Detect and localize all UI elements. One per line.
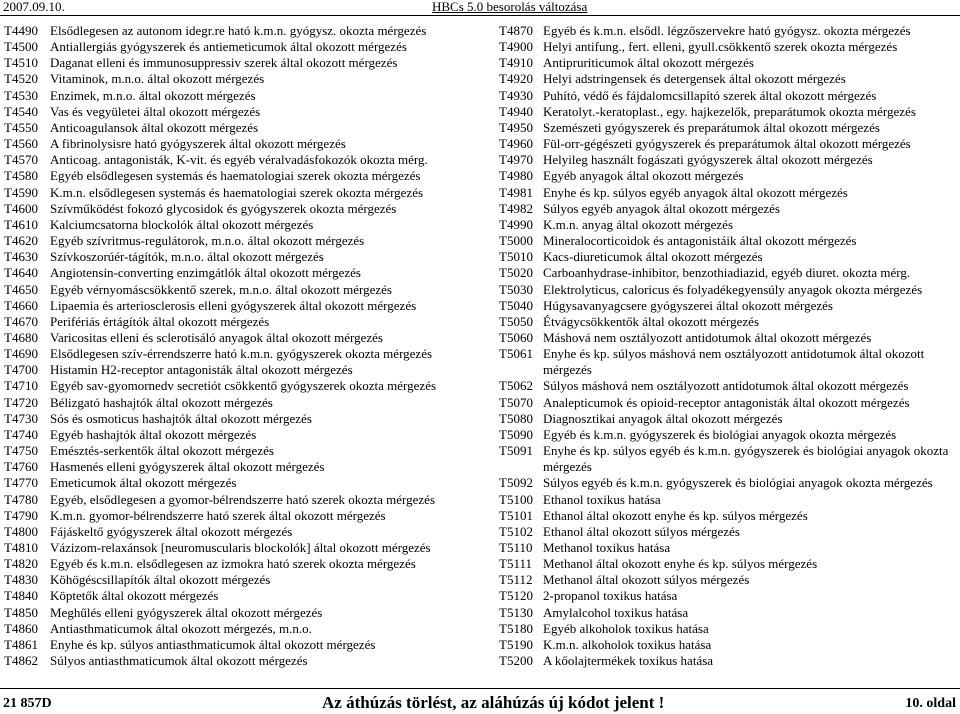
code-row — [499, 637, 957, 653]
code-description: Egyéb és k.m.n. elsődl. légzőszervekre ható gyógysz. okozta mérgezés — [543, 23, 911, 38]
code-description: Helyileg használt fogászati gyógyszerek által okozott mérgezés — [543, 152, 873, 168]
code-value: T4620 — [4, 233, 38, 249]
code-description: Húgysavanyagcsere gyógyszerei által okozott mérgezés — [543, 297, 833, 313]
footer-divider — [0, 688, 960, 689]
code-row — [4, 120, 484, 136]
code-value: T4630 — [4, 249, 38, 265]
code-value: T4982 — [499, 200, 533, 216]
code-description: A fibrinolysisre ható gyógyszerek által okozott mérgezés — [50, 136, 346, 152]
code-description: Szívműködést fokozó glycosidok és gyógyszerek okozta mérgezés — [50, 200, 397, 216]
code-value: T4550 — [4, 119, 38, 135]
code-description: Kacs-diureticumok által okozott mérgezés — [543, 249, 763, 265]
code-description: Analepticumok és opioid-receptor antagonisták által okozott mérgezés — [543, 394, 910, 410]
code-description: Enyhe és kp. súlyos egyéb és k.m.n. gyógyszerek és biológiai anyagok okozta mérgezés — [543, 443, 949, 475]
code-row — [4, 588, 484, 604]
code-description: Fül-orr-gégészeti gyógyszerek és preparátumok által okozott mérgezés — [543, 136, 911, 152]
code-description: Antipruriticumok által okozott mérgezés — [543, 55, 754, 71]
code-row — [499, 556, 957, 572]
code-value: T4750 — [4, 443, 38, 459]
code-description: K.m.n. elsődlegesen systemás és haematologiai szerek okozta mérgezés — [50, 184, 424, 200]
code-value: T4960 — [499, 136, 533, 152]
code-description: Egyéb és k.m.n. gyógyszerek és biológiai anyagok okozta mérgezés — [543, 426, 897, 442]
code-value: T4840 — [4, 588, 38, 604]
header-title: HBCs 5.0 besorolás változása — [432, 0, 588, 14]
code-value: T4970 — [499, 152, 533, 168]
code-row — [4, 298, 484, 314]
code-value: T5090 — [499, 426, 533, 442]
code-value: T5130 — [499, 604, 533, 620]
code-row — [499, 201, 957, 217]
code-description: Mineralocorticoidok és antagonistáik által okozott mérgezés — [543, 233, 857, 249]
code-value: T5100 — [499, 491, 533, 507]
code-value: T5062 — [499, 378, 533, 394]
code-description: Perifériás értágítók által okozott mérgezés — [50, 313, 270, 329]
code-row — [4, 136, 484, 152]
header-divider — [0, 15, 960, 16]
code-value: T4950 — [499, 119, 533, 135]
code-description: K.m.n. anyag által okozott mérgezés — [543, 216, 734, 232]
code-description: Súlyos antiasthmaticumok által okozott mérgezés — [50, 653, 308, 669]
footer-page-number: 10. oldal — [905, 696, 956, 711]
code-description: Elektrolyticus, caloricus és folyadékegyensúly anyagok okozta mérgezés — [543, 281, 923, 297]
code-description: Emésztés-serkentők által okozott mérgezés — [50, 443, 274, 459]
code-row — [4, 524, 484, 540]
code-row — [499, 233, 957, 249]
code-row — [499, 104, 957, 120]
code-description: Egyéb vérnyomáscsökkentő szerek, m.n.o. által okozott mérgezés — [50, 281, 392, 297]
code-description: Egyéb alkoholok toxikus hatása — [543, 620, 709, 636]
code-row — [499, 395, 957, 411]
code-description: Methanol toxikus hatása — [543, 540, 671, 555]
code-value: T5060 — [499, 329, 533, 345]
code-value: T4560 — [4, 136, 38, 152]
code-row — [4, 346, 484, 362]
code-value: T4850 — [4, 604, 38, 620]
code-row — [499, 588, 957, 604]
code-description: Fájáskeltő gyógyszerek által okozott mérgezés — [50, 523, 293, 539]
code-row — [4, 104, 484, 120]
code-description: Egyéb anyagok által okozott mérgezés — [543, 168, 744, 184]
code-row — [4, 71, 484, 87]
code-description: Ethanol által okozott enyhe és kp. súlyos mérgezés — [543, 507, 808, 523]
code-description: K.m.n. gyomor-bélrendszerre ható szerek által okozott mérgezés — [50, 507, 386, 523]
code-description: Histamin H2-receptor antagonisták által okozott mérgezés — [50, 362, 353, 378]
code-row — [4, 265, 484, 281]
code-value: T5061 — [499, 346, 533, 362]
code-description: Egyéb sav-gyomornedv secretiót csökkentő gyógyszerek okozta mérgezés — [50, 378, 437, 394]
code-row — [499, 168, 957, 184]
code-value: T4600 — [4, 200, 38, 216]
code-row — [499, 524, 957, 540]
code-description: Helyi antifung., fert. elleni, gyull.csökkentő szerek okozta mérgezés — [543, 39, 898, 55]
code-value: T4760 — [4, 459, 38, 475]
code-value: T4570 — [4, 152, 38, 168]
code-description: Egyéb, elsődlegesen a gyomor-bélrendszerre ható szerek okozta mérgezés — [50, 491, 435, 507]
code-value: T4540 — [4, 103, 38, 119]
code-value: T4870 — [499, 23, 533, 38]
code-description: Amylalcohol toxikus hatása — [543, 604, 689, 620]
code-value: T4830 — [4, 572, 38, 588]
code-value: T4780 — [4, 491, 38, 507]
code-description: Varicositas elleni és sclerotisáló anyagok által okozott mérgezés — [50, 329, 383, 345]
code-value: T5110 — [499, 540, 533, 555]
code-description: Egyéb szívritmus-regulátorok, m.n.o. által okozott mérgezés — [50, 233, 365, 249]
code-value: T4500 — [4, 39, 38, 55]
code-row — [499, 572, 957, 588]
code-row — [4, 540, 484, 556]
code-value: T4861 — [4, 636, 38, 652]
code-row — [4, 637, 484, 653]
code-description: Meghűlés elleni gyógyszerek által okozott mérgezés — [50, 604, 323, 620]
code-row — [4, 508, 484, 524]
code-value: T4770 — [4, 475, 38, 491]
code-description: Antiasthmaticumok által okozott mérgezés, m.n.o. — [50, 620, 312, 636]
code-value: T5200 — [499, 653, 533, 669]
code-row — [499, 378, 957, 394]
code-description: Súlyos máshová nem osztályozott antidotumok által okozott mérgezés — [543, 378, 909, 394]
code-row — [499, 23, 957, 39]
code-value: T4862 — [4, 653, 38, 669]
code-value: T5050 — [499, 313, 533, 329]
code-description: Anticoagulansok által okozott mérgezés — [50, 119, 259, 135]
code-value: T4650 — [4, 281, 38, 297]
code-value: T5030 — [499, 281, 533, 297]
code-value: T4670 — [4, 313, 38, 329]
code-row — [4, 55, 484, 71]
code-description: Köptetők által okozott mérgezés — [50, 588, 219, 604]
code-value: T4660 — [4, 297, 38, 313]
code-description: Enyhe és kp. súlyos máshová nem osztályozott antidotumok által okozott mérgezés — [543, 346, 925, 378]
code-row — [499, 492, 957, 508]
code-description: Daganat elleni és immunosuppressiv szerek által okozott mérgezés — [50, 55, 398, 71]
code-value: T4640 — [4, 265, 38, 281]
code-description: Antiallergiás gyógyszerek és antiemeticumok által okozott mérgezés — [50, 39, 407, 55]
code-row — [499, 120, 957, 136]
code-value: T4900 — [499, 39, 533, 55]
code-description: Étvágycsökkentők által okozott mérgezés — [543, 313, 759, 329]
code-value: T4610 — [4, 216, 38, 232]
code-row — [499, 605, 957, 621]
code-row — [4, 443, 484, 459]
code-row — [499, 88, 957, 104]
code-value: T4980 — [499, 168, 533, 184]
code-description: Carboanhydrase-inhibitor, benzothiadiazid, egyéb diuret. okozta mérg. — [543, 265, 911, 281]
code-description: Lipaemia és arteriosclerosis elleni gyógyszerek által okozott mérgezés — [50, 297, 417, 313]
code-row — [4, 330, 484, 346]
code-description: Emeticumok által okozott mérgezés — [50, 475, 237, 491]
code-row — [4, 362, 484, 378]
code-row — [499, 136, 957, 152]
code-description: Egyéb hashajtók által okozott mérgezés — [50, 426, 257, 442]
code-value: T4820 — [4, 556, 38, 572]
code-value: T4981 — [499, 184, 533, 200]
code-value: T5092 — [499, 475, 533, 491]
right-column — [499, 23, 957, 669]
code-description: Vas és vegyületei által okozott mérgezés — [50, 103, 261, 119]
code-description: Methanol által okozott súlyos mérgezés — [543, 572, 750, 588]
code-description: Vitaminok, m.n.o. által okozott mérgezés — [50, 71, 265, 87]
code-description: Enyhe és kp. súlyos egyéb anyagok által okozott mérgezés — [543, 184, 848, 200]
code-value: T4810 — [4, 540, 38, 555]
left-column — [4, 23, 484, 669]
code-row — [4, 492, 484, 508]
code-row — [4, 314, 484, 330]
code-description: Szívkoszorúér-tágítók, m.n.o. által okozott mérgezés — [50, 249, 324, 265]
code-description: Sós és osmoticus hashajtók által okozott mérgezés — [50, 410, 312, 426]
code-value: T5080 — [499, 410, 533, 426]
code-row — [499, 55, 957, 71]
code-row — [4, 459, 484, 475]
code-value: T5111 — [499, 556, 532, 572]
code-description: Ethanol által okozott súlyos mérgezés — [543, 523, 740, 539]
code-row — [499, 540, 957, 556]
code-row — [499, 508, 957, 524]
code-value: T5000 — [499, 233, 533, 249]
code-value: T5102 — [499, 523, 533, 539]
code-row — [4, 282, 484, 298]
code-description: Helyi adstringensek és detergensek által okozott mérgezés — [543, 71, 846, 87]
code-row — [4, 185, 484, 201]
code-description: Köhögéscsillapítók által okozott mérgezés — [50, 572, 271, 588]
code-row — [4, 621, 484, 637]
code-row — [499, 185, 957, 201]
code-description: Anticoag. antagonisták, K-vit. és egyéb véralvadásfokozók okozta mérg. — [50, 152, 428, 168]
code-row — [499, 39, 957, 55]
code-value: T5091 — [499, 443, 533, 459]
code-row — [4, 217, 484, 233]
code-row — [4, 572, 484, 588]
code-value: T5040 — [499, 297, 533, 313]
code-value: T4520 — [4, 71, 38, 87]
code-row — [4, 39, 484, 55]
code-row — [499, 249, 957, 265]
code-row — [4, 395, 484, 411]
code-row — [4, 152, 484, 168]
code-value: T4510 — [4, 55, 38, 71]
code-description: Vázizom-relaxánsok [neuromuscularis blockolók] által okozott mérgezés — [50, 540, 431, 555]
code-row — [499, 217, 957, 233]
header-date: 2007.09.10. — [3, 0, 65, 14]
code-value: T5190 — [499, 636, 533, 652]
code-description: Puhító, védő és fájdalomcsillapító szerek által okozott mérgezés — [543, 87, 877, 103]
code-row — [499, 314, 957, 330]
code-value: T5180 — [499, 620, 533, 636]
code-description: Angiotensin-converting enzimgátlók által okozott mérgezés — [50, 265, 361, 281]
code-row — [4, 427, 484, 443]
code-value: T4790 — [4, 507, 38, 523]
code-row — [499, 621, 957, 637]
code-row — [499, 152, 957, 168]
code-description: 2-propanol toxikus hatása — [543, 588, 678, 604]
code-row — [499, 411, 957, 427]
code-value: T4680 — [4, 329, 38, 345]
code-value: T4800 — [4, 523, 38, 539]
code-row — [4, 201, 484, 217]
code-row — [4, 249, 484, 265]
code-value: T4590 — [4, 184, 38, 200]
code-row — [4, 233, 484, 249]
code-description: Súlyos egyéb és k.m.n. gyógyszerek és biológiai anyagok okozta mérgezés — [543, 475, 933, 491]
code-value: T4730 — [4, 410, 38, 426]
code-description: Kalciumcsatorna blockolók által okozott mérgezés — [50, 216, 314, 232]
code-row — [499, 282, 957, 298]
code-value: T4580 — [4, 168, 38, 184]
code-value: T5020 — [499, 265, 533, 281]
code-row — [4, 23, 484, 39]
code-description: A kőolajtermékek toxikus hatása — [543, 653, 714, 669]
code-row — [499, 427, 957, 443]
code-row — [499, 653, 957, 669]
footer-legend: Az áthúzás törlést, az aláhúzás új kódot jelent ! — [322, 693, 665, 712]
code-description: Enzimek, m.n.o. által okozott mérgezés — [50, 87, 256, 103]
code-description: Egyéb és k.m.n. elsődlegesen az izmokra ható szerek okozta mérgezés — [50, 556, 416, 572]
code-value: T4530 — [4, 87, 38, 103]
code-value: T4930 — [499, 87, 533, 103]
code-description: Ethanol toxikus hatása — [543, 491, 661, 507]
code-value: T5101 — [499, 507, 533, 523]
code-row — [4, 475, 484, 491]
code-row — [499, 265, 957, 281]
code-description: Hasmenés elleni gyógyszerek által okozott mérgezés — [50, 459, 325, 475]
code-value: T5112 — [499, 572, 533, 588]
code-value: T4940 — [499, 103, 533, 119]
code-row — [499, 298, 957, 314]
code-description: Súlyos egyéb anyagok által okozott mérgezés — [543, 200, 780, 216]
code-row — [4, 605, 484, 621]
code-description: Enyhe és kp. súlyos antiasthmaticumok által okozott mérgezés — [50, 636, 376, 652]
code-value: T4740 — [4, 426, 38, 442]
code-value: T4860 — [4, 620, 38, 636]
code-value: T4490 — [4, 23, 38, 38]
code-row — [4, 168, 484, 184]
code-row — [499, 330, 957, 346]
code-row — [4, 653, 484, 669]
code-description: Máshová nem osztályozott antidotumok által okozott mérgezés — [543, 329, 872, 345]
code-row — [499, 71, 957, 87]
code-description: K.m.n. alkoholok toxikus hatása — [543, 636, 712, 652]
code-value: T4920 — [499, 71, 533, 87]
code-value: T4990 — [499, 216, 533, 232]
code-description: Elsődlegesen az autonom idegr.re ható k.m.n. gyógysz. okozta mérgezés — [50, 23, 427, 38]
code-row — [4, 411, 484, 427]
code-value: T5070 — [499, 394, 533, 410]
code-row — [4, 88, 484, 104]
code-description: Bélizgató hashajtók által okozott mérgezés — [50, 394, 273, 410]
code-value: T4690 — [4, 346, 38, 362]
code-row — [499, 443, 957, 475]
code-value: T5010 — [499, 249, 533, 265]
code-value: T4720 — [4, 394, 38, 410]
code-description: Szemészeti gyógyszerek és preparátumok által okozott mérgezés — [543, 119, 880, 135]
code-value: T4910 — [499, 55, 533, 71]
code-row — [4, 556, 484, 572]
code-description: Elsődlegesen szív-érrendszerre ható k.m.n. gyógyszerek okozta mérgezés — [50, 346, 433, 362]
code-description: Egyéb elsődlegesen systemás és haematologiai szerek okozta mérgezés — [50, 168, 421, 184]
code-description: Keratolyt.-keratoplast., egy. hajkezelők, preparátumok okozta mérgezés — [543, 103, 916, 119]
code-value: T4710 — [4, 378, 38, 394]
code-description: Methanol által okozott enyhe és kp. súlyos mérgezés — [543, 556, 818, 572]
code-row — [499, 346, 957, 378]
code-description: Diagnosztikai anyagok által okozott mérgezés — [543, 410, 783, 426]
code-value: T4700 — [4, 362, 38, 378]
code-row — [4, 378, 484, 394]
footer-document-id: 21 857D — [3, 696, 52, 711]
code-row — [499, 475, 957, 491]
code-value: T5120 — [499, 588, 533, 604]
